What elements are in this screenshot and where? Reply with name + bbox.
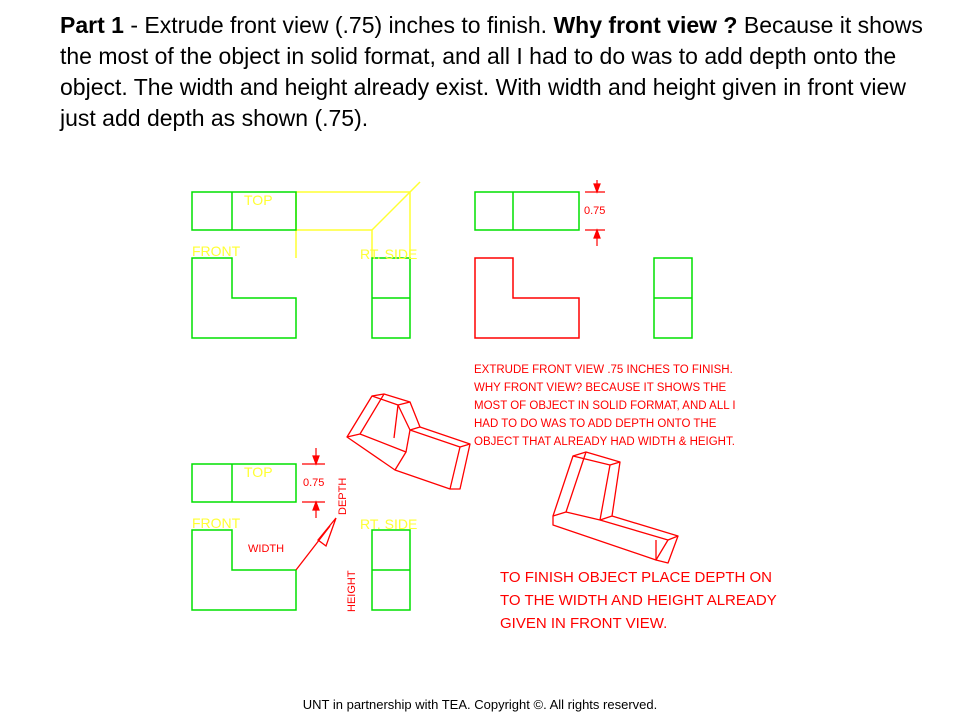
note-upper-line: HAD TO DO WAS TO ADD DEPTH ONTO THE <box>474 418 717 430</box>
top-label: TOP <box>244 192 273 208</box>
side-label: RT. SIDE <box>360 246 418 262</box>
dimension-label-bottom: 0.75 <box>303 477 325 489</box>
heading-body: Because it shows the most of the object in solid format, and all I had to do was to add depth onto the object. The width and height already exist. With width and height given in front view just add depth as shown (.75). <box>60 12 923 131</box>
footer-copyright: UNT in partnership with TEA. Copyright ©. All rights reserved. <box>302 697 658 712</box>
heading-line1: Extrude front view (.75) inches to finish. <box>144 12 554 38</box>
side-label-bottom: RT. SIDE <box>360 516 418 532</box>
note-upper-line: MOST OF OBJECT IN SOLID FORMAT, AND ALL I <box>474 400 736 412</box>
front-label: FRONT <box>192 243 241 259</box>
heading-question: Why front view ? <box>553 12 738 38</box>
front-label-bottom: FRONT <box>192 515 241 531</box>
note-lower <box>500 569 777 632</box>
note-upper-line: EXTRUDE FRONT VIEW .75 INCHES TO FINISH. <box>474 364 733 376</box>
note-lower-line: TO FINISH OBJECT PLACE DEPTH ON <box>500 569 772 586</box>
note-upper <box>474 364 736 448</box>
depth-arrow <box>296 518 336 570</box>
isometric-solid-lower <box>553 452 678 563</box>
height-label: HEIGHT <box>346 570 358 612</box>
note-upper-line: WHY FRONT VIEW? BECAUSE IT SHOWS THE <box>474 382 727 394</box>
depth-label: DEPTH <box>337 477 349 515</box>
front-view <box>192 258 296 338</box>
front-view-red <box>475 258 579 338</box>
bottom-left-views <box>192 448 417 612</box>
isometric-solid-middle <box>347 394 470 489</box>
heading-separator: - <box>123 12 145 38</box>
note-upper-line: OBJECT THAT ALREADY HAD WIDTH & HEIGHT. <box>474 436 735 448</box>
note-lower-line: GIVEN IN FRONT VIEW. <box>500 615 668 632</box>
note-lower-line: TO THE WIDTH AND HEIGHT ALREADY <box>500 592 777 609</box>
front-view-bottom <box>192 530 296 610</box>
top-left-views <box>192 182 420 338</box>
part-label: Part 1 <box>60 12 124 38</box>
dimension-label-top: 0.75 <box>584 205 606 217</box>
width-label: WIDTH <box>248 543 285 555</box>
top-view-right <box>475 192 579 230</box>
top-right-views <box>475 180 692 338</box>
top-label-bottom: TOP <box>244 464 273 480</box>
